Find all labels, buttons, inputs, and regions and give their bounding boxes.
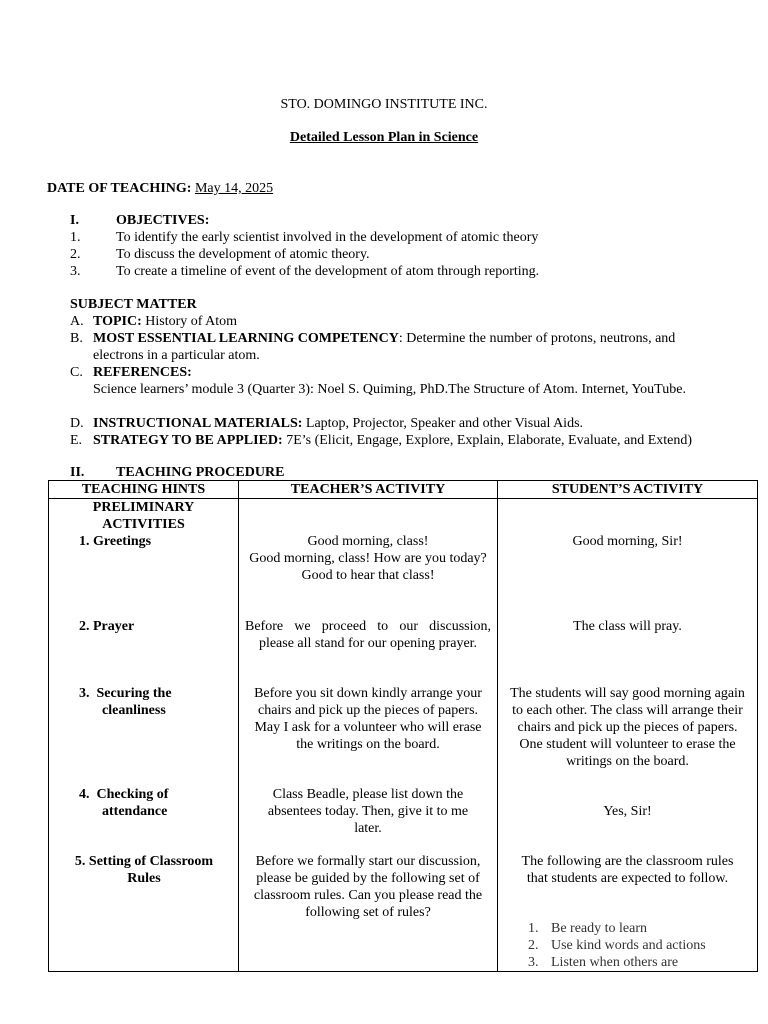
rule-number: 3.	[528, 955, 539, 970]
objective-text: To identify the early scientist involved in the development of atomic theory	[116, 230, 539, 245]
objectives-list	[0, 229, 768, 280]
subject-item-text: 7E’s (Elicit, Engage, Explore, Explain, Elaborate, Evaluate, and Extend)	[282, 433, 693, 448]
list-item	[528, 954, 753, 971]
subject-item-label: TOPIC:	[93, 314, 142, 329]
subject-item-body	[93, 330, 723, 364]
rule-text: Be ready to learn	[551, 921, 648, 936]
hint-attendance	[79, 786, 209, 820]
lesson-procedure-table	[48, 480, 758, 972]
student-prayer: The class will pray.	[573, 619, 682, 634]
table-row	[49, 499, 758, 972]
list-item	[528, 920, 753, 937]
objective-text: To create a timeline of event of the development of atom through reporting.	[116, 264, 540, 279]
subject-item-body	[93, 415, 723, 432]
date-value: May 14, 2025	[194, 181, 274, 196]
objective-number: 1.	[70, 230, 81, 245]
objective-item	[0, 246, 768, 263]
teacher-prayer: Before we proceed to our discussion, please all stand for our opening prayer.	[245, 619, 491, 651]
student-greetings: Good morning, Sir!	[572, 534, 683, 549]
subject-item-text: History of Atom	[141, 314, 238, 329]
subject-item-letter: C.	[70, 365, 83, 380]
hint-attendance-label: 4. Checking of attendance	[79, 787, 172, 819]
student-cleanliness: The students will say good morning again to each other. The class will arrange their chairs and pick up the pieces of papers. One student will volunteer to erase the writings on the board.	[510, 686, 745, 769]
subject-item-text: : Determine the number of protons, neutrons, and electrons in a particular atom.	[93, 331, 676, 363]
subject-item-strategy	[0, 432, 768, 466]
rule-text: Use kind words and actions	[551, 938, 706, 953]
student-attendance: Yes, Sir!	[603, 804, 652, 819]
header-student-activity: STUDENT’S ACTIVITY	[498, 481, 758, 499]
objective-text: To discuss the development of atomic theory.	[116, 247, 370, 262]
subject-item-letter: E.	[70, 433, 83, 448]
header-teaching-hints: TEACHING HINTS	[49, 481, 239, 499]
institution-name: STO. DOMINGO INSTITUTE INC.	[280, 97, 488, 112]
hint-cleanliness	[79, 685, 199, 719]
objective-item	[0, 263, 768, 280]
subject-item-body	[93, 364, 723, 398]
date-of-teaching	[47, 180, 273, 197]
objective-item	[0, 229, 768, 246]
subject-item-text: Science learners’ module 3 (Quarter 3): Noel S. Quiming, PhD.The Structure of Atom. Internet, YouTube.	[93, 382, 686, 397]
teacher-classroom-rules: Before we formally start our discussion, please be guided by the following set of classroom rules. Can you please read the following set of rules?	[253, 854, 483, 920]
teacher-cleanliness: Before you sit down kindly arrange your chairs and pick up the pieces of papers. May I ask for a volunteer who will erase the writings on the board.	[254, 686, 482, 752]
subject-item-label: MOST ESSENTIAL LEARNING COMPETENCY	[93, 331, 399, 346]
rule-number: 2.	[528, 938, 539, 953]
subject-item-topic	[0, 313, 768, 330]
procedure-heading: TEACHING PROCEDURE	[116, 465, 285, 480]
subject-item-letter: D.	[70, 416, 84, 431]
hint-cleanliness-label: 3. Securing the cleanliness	[79, 686, 176, 718]
table-header-row	[49, 481, 758, 499]
preliminary-activities-heading: PRELIMINARY ACTIVITIES	[92, 500, 195, 532]
header-teacher-activity: TEACHER’S ACTIVITY	[239, 481, 498, 499]
subject-item-label: REFERENCES:	[93, 365, 192, 380]
subject-item-letter: B.	[70, 331, 83, 346]
subject-item-body	[93, 313, 723, 330]
subject-item-label: STRATEGY TO BE APPLIED:	[93, 433, 283, 448]
subject-item-references	[0, 364, 768, 415]
student-activity-cell	[498, 499, 758, 972]
teacher-greetings: Good morning, class! Good morning, class! How are you today? Good to hear that class!	[249, 534, 487, 583]
rule-number: 1.	[528, 921, 539, 936]
subject-item-body	[93, 432, 723, 449]
subject-item-label: INSTRUCTIONAL MATERIALS:	[93, 416, 303, 431]
hint-greetings: 1. Greetings	[79, 534, 152, 549]
objectives-number: I.	[70, 213, 79, 228]
student-classroom-rules: The following are the classroom rules that students are expected to follow.	[521, 854, 734, 886]
subject-item-text: Laptop, Projector, Speaker and other Visual Aids.	[302, 416, 584, 431]
list-item	[528, 937, 753, 954]
teacher-activity-cell	[239, 499, 498, 972]
classroom-rules-list	[528, 920, 753, 971]
lesson-plan-title: Detailed Lesson Plan in Science	[289, 130, 479, 145]
subject-matter-heading: SUBJECT MATTER	[70, 297, 197, 312]
objective-number: 2.	[70, 247, 81, 262]
subject-item-materials	[0, 415, 768, 432]
objective-number: 3.	[70, 264, 81, 279]
teaching-hints-cell	[49, 499, 239, 972]
subject-item-letter: A.	[70, 314, 84, 329]
rule-text: Listen when others are	[551, 955, 679, 970]
hint-prayer: 2. Prayer	[79, 619, 135, 634]
subject-item-competency	[0, 330, 768, 364]
procedure-number: II.	[70, 465, 85, 480]
date-label: DATE OF TEACHING:	[47, 181, 192, 196]
objectives-heading: OBJECTIVES:	[116, 213, 210, 228]
subject-matter-list	[0, 313, 768, 466]
hint-classroom-rules: 5. Setting of Classroom Rules	[74, 854, 214, 886]
teacher-attendance: Class Beadle, please list down the absentees today. Then, give it to me later.	[267, 787, 469, 836]
